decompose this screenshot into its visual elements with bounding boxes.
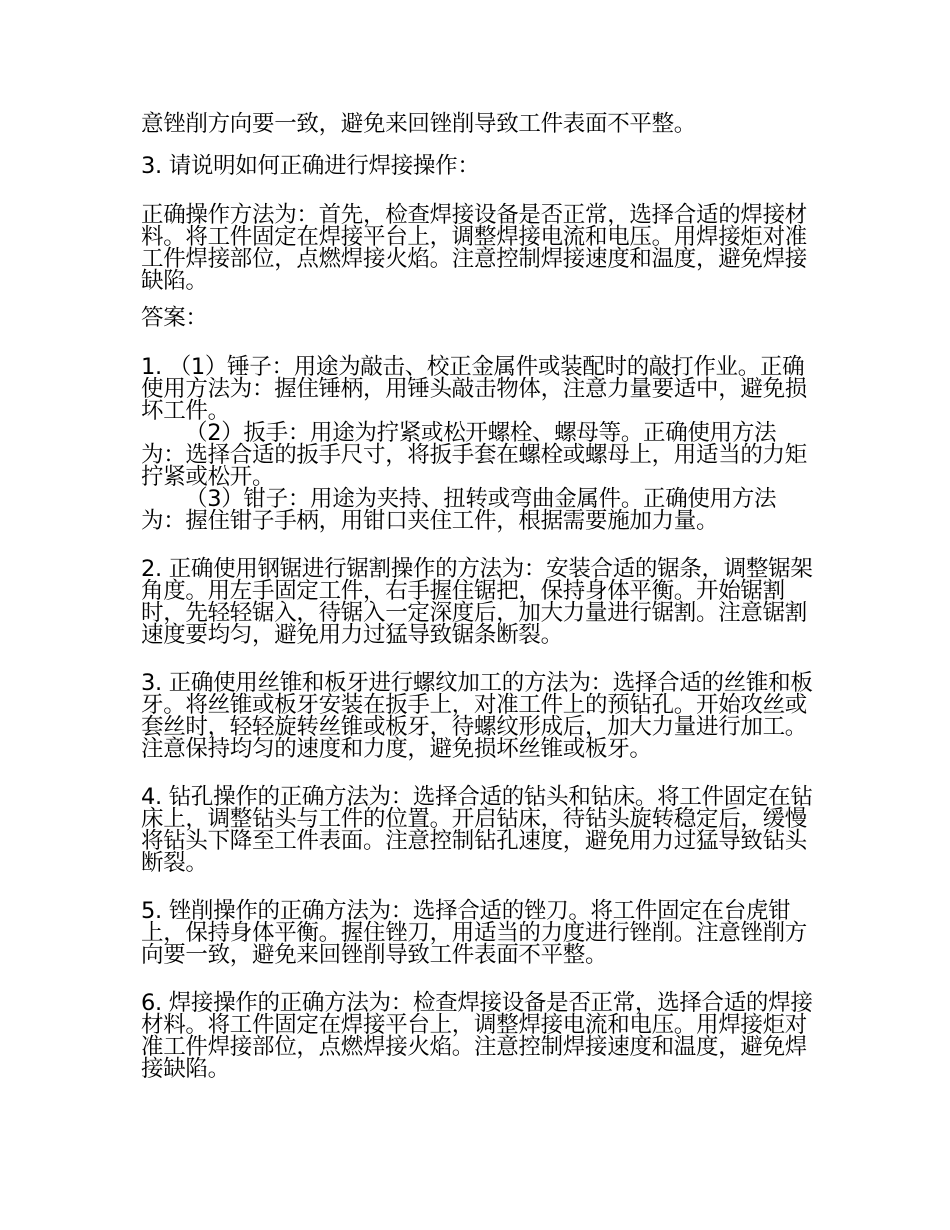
paragraph-continuation: 意锉削方向要一致，避免来回锉削导致工件表面不平整。 bbox=[141, 111, 697, 137]
answer-heading: 答案： bbox=[141, 305, 208, 331]
question-3-heading: 3. 请说明如何正确进行焊接操作： bbox=[141, 153, 480, 179]
question-3-answer-text: 正确操作方法为：首先，检查焊接设备是否正常，选择合适的焊接材料。将工件固定在焊接平台上，调整焊接电流和电压。用焊接炬对准工件焊接部位，点燃焊接火焰。注意控制焊接速度和温度，避免焊接缺陷。 bbox=[141, 202, 808, 294]
answer-6-welding: 6. 焊接操作的正确方法为：检查焊接设备是否正常，选择合适的焊接材料。将工件固定在焊接平台上，调整焊接电流和电压。用焊接炬对准工件焊接部位，点燃焊接火焰。注意控制焊接速度和温度，避免焊接缺陷。 bbox=[141, 990, 813, 1082]
answer-4-drilling: 4. 钻孔操作的正确方法为：选择合适的钻头和钻床。将工件固定在钻床上，调整钻头与工件的位置。开启钻床，待钻头旋转稳定后，缓慢将钻头下降至工件表面。注意控制钻孔速度，避免用力过猛导致钻头断裂。 bbox=[141, 784, 813, 876]
answer-2-sawing: 2. 正确使用钢锯进行锯割操作的方法为：安装合适的锯条，调整锯架角度。用左手固定工件，右手握住锯把，保持身体平衡。开始锯割时，先轻轻锯入，待锯入一定深度后，加大力量进行锯割。注意锯割速度要均匀，避免用力过猛导致锯条断裂。 bbox=[141, 556, 813, 648]
answer-1-wrench: （2）扳手：用途为拧紧或松开螺栓、螺母等。正确使用方法为：选择合适的扳手尺寸，将扳手套在螺栓或螺母上，用适当的力矩拧紧或松开。 bbox=[141, 420, 808, 490]
answer-3-threading: 3. 正确使用丝锥和板牙进行螺纹加工的方法为：选择合适的丝锥和板牙。将丝锥或板牙安装在扳手上，对准工件上的预钻孔。开始攻丝或套丝时，轻轻旋转丝锥或板牙，待螺纹形成后，加大力量进行加工。注意保持均匀的速度和力度，避免损坏丝锥或板牙。 bbox=[141, 670, 813, 762]
answer-1-pliers: （3）钳子：用途为夹持、扭转或弯曲金属件。正确使用方法为：握住钳子手柄，用钳口夹住工件，根据需要施加力量。 bbox=[141, 486, 777, 534]
document-page bbox=[141, 108, 813, 1080]
answer-5-filing: 5. 锉削操作的正确方法为：选择合适的锉刀。将工件固定在台虎钳上，保持身体平衡。握住锉刀，用适当的力度进行锉削。注意锉削方向要一致，避免来回锉削导致工件表面不平整。 bbox=[141, 898, 808, 968]
answer-1-hammer: 1. （1）锤子：用途为敲击、校正金属件或装配时的敲打作业。正确使用方法为：握住锤柄，用锤头敲击物体，注意力量要适中，避免损坏工件。 bbox=[141, 354, 808, 424]
